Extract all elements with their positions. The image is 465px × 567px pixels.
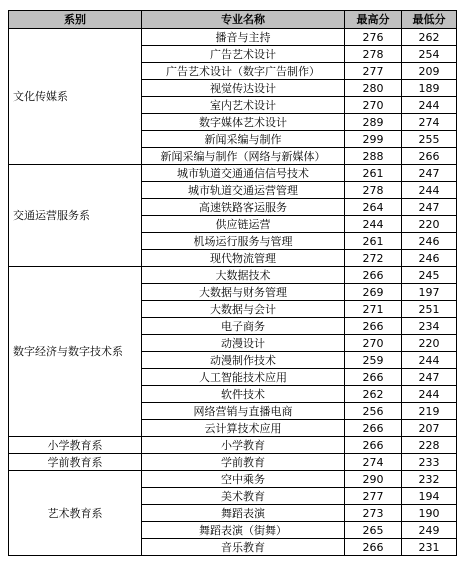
- min-score-cell: 189: [402, 80, 457, 97]
- max-score-cell: 277: [345, 63, 402, 80]
- max-score-cell: 259: [345, 352, 402, 369]
- department-cell: 小学教育系: [9, 437, 142, 454]
- table-header-row: [9, 11, 457, 29]
- min-score-cell: 220: [402, 216, 457, 233]
- score-table: [8, 10, 457, 556]
- max-score-cell: 269: [345, 284, 402, 301]
- max-score-cell: 256: [345, 403, 402, 420]
- min-score-cell: 244: [402, 182, 457, 199]
- table-row: [9, 437, 457, 454]
- major-cell: 广告艺术设计: [142, 46, 345, 63]
- major-cell: 现代物流管理: [142, 250, 345, 267]
- major-cell: 人工智能技术应用: [142, 369, 345, 386]
- min-score-cell: 244: [402, 97, 457, 114]
- max-score-cell: 278: [345, 182, 402, 199]
- min-score-cell: 244: [402, 386, 457, 403]
- min-score-cell: 251: [402, 301, 457, 318]
- min-score-cell: 190: [402, 505, 457, 522]
- department-cell: 数字经济与数字技术系: [9, 267, 142, 437]
- major-cell: 空中乘务: [142, 471, 345, 488]
- max-score-cell: 276: [345, 29, 402, 46]
- max-score-cell: 265: [345, 522, 402, 539]
- major-cell: 播音与主持: [142, 29, 345, 46]
- max-score-cell: 278: [345, 46, 402, 63]
- major-cell: 大数据与会计: [142, 301, 345, 318]
- min-score-cell: 245: [402, 267, 457, 284]
- max-score-cell: 277: [345, 488, 402, 505]
- min-score-cell: 232: [402, 471, 457, 488]
- major-cell: 小学教育: [142, 437, 345, 454]
- max-score-cell: 288: [345, 148, 402, 165]
- max-score-cell: 244: [345, 216, 402, 233]
- department-cell: 学前教育系: [9, 454, 142, 471]
- max-score-cell: 261: [345, 165, 402, 182]
- major-cell: 大数据技术: [142, 267, 345, 284]
- major-cell: 舞蹈表演: [142, 505, 345, 522]
- min-score-cell: 228: [402, 437, 457, 454]
- major-cell: 学前教育: [142, 454, 345, 471]
- table-row: [9, 471, 457, 488]
- major-cell: 舞蹈表演（街舞）: [142, 522, 345, 539]
- min-score-cell: 247: [402, 199, 457, 216]
- min-score-cell: 247: [402, 369, 457, 386]
- max-score-cell: 262: [345, 386, 402, 403]
- min-score-cell: 255: [402, 131, 457, 148]
- min-score-cell: 244: [402, 352, 457, 369]
- min-score-cell: 254: [402, 46, 457, 63]
- min-score-cell: 207: [402, 420, 457, 437]
- major-cell: 动漫制作技术: [142, 352, 345, 369]
- major-cell: 数字媒体艺术设计: [142, 114, 345, 131]
- min-score-cell: 197: [402, 284, 457, 301]
- min-score-cell: 274: [402, 114, 457, 131]
- max-score-cell: 299: [345, 131, 402, 148]
- major-cell: 音乐教育: [142, 539, 345, 556]
- min-score-cell: 247: [402, 165, 457, 182]
- department-cell: 文化传媒系: [9, 29, 142, 165]
- major-cell: 机场运行服务与管理: [142, 233, 345, 250]
- max-score-cell: 266: [345, 437, 402, 454]
- min-score-cell: 219: [402, 403, 457, 420]
- min-score-cell: 246: [402, 233, 457, 250]
- max-score-cell: 266: [345, 369, 402, 386]
- major-cell: 网络营销与直播电商: [142, 403, 345, 420]
- max-score-cell: 266: [345, 420, 402, 437]
- major-cell: 大数据与财务管理: [142, 284, 345, 301]
- max-score-cell: 261: [345, 233, 402, 250]
- min-score-cell: 249: [402, 522, 457, 539]
- major-cell: 供应链运营: [142, 216, 345, 233]
- min-score-cell: 209: [402, 63, 457, 80]
- major-cell: 云计算技术应用: [142, 420, 345, 437]
- major-cell: 新闻采编与制作: [142, 131, 345, 148]
- max-score-cell: 266: [345, 267, 402, 284]
- table-row: [9, 29, 457, 46]
- major-cell: 高速铁路客运服务: [142, 199, 345, 216]
- max-score-cell: 274: [345, 454, 402, 471]
- department-cell: 交通运营服务系: [9, 165, 142, 267]
- major-cell: 新闻采编与制作（网络与新媒体）: [142, 148, 345, 165]
- max-score-cell: 273: [345, 505, 402, 522]
- max-score-cell: 270: [345, 97, 402, 114]
- max-score-cell: 266: [345, 539, 402, 556]
- max-score-cell: 280: [345, 80, 402, 97]
- max-score-cell: 266: [345, 318, 402, 335]
- min-score-cell: 234: [402, 318, 457, 335]
- min-score-cell: 231: [402, 539, 457, 556]
- min-score-cell: 194: [402, 488, 457, 505]
- max-score-cell: 289: [345, 114, 402, 131]
- min-score-cell: 262: [402, 29, 457, 46]
- major-cell: 软件技术: [142, 386, 345, 403]
- min-score-cell: 246: [402, 250, 457, 267]
- major-cell: 美术教育: [142, 488, 345, 505]
- score-table-body: [9, 11, 457, 556]
- header-dept: 系别: [9, 11, 142, 29]
- max-score-cell: 290: [345, 471, 402, 488]
- major-cell: 动漫设计: [142, 335, 345, 352]
- table-row: [9, 454, 457, 471]
- max-score-cell: 272: [345, 250, 402, 267]
- table-row: [9, 267, 457, 284]
- min-score-cell: 233: [402, 454, 457, 471]
- major-cell: 城市轨道交通运营管理: [142, 182, 345, 199]
- table-row: [9, 165, 457, 182]
- major-cell: 城市轨道交通通信信号技术: [142, 165, 345, 182]
- max-score-cell: 271: [345, 301, 402, 318]
- max-score-cell: 264: [345, 199, 402, 216]
- min-score-cell: 220: [402, 335, 457, 352]
- major-cell: 视觉传达设计: [142, 80, 345, 97]
- header-major: 专业名称: [142, 11, 345, 29]
- header-max-score: 最高分: [345, 11, 402, 29]
- major-cell: 室内艺术设计: [142, 97, 345, 114]
- major-cell: 电子商务: [142, 318, 345, 335]
- min-score-cell: 266: [402, 148, 457, 165]
- department-cell: 艺术教育系: [9, 471, 142, 556]
- major-cell: 广告艺术设计（数字广告制作）: [142, 63, 345, 80]
- header-min-score: 最低分: [402, 11, 457, 29]
- max-score-cell: 270: [345, 335, 402, 352]
